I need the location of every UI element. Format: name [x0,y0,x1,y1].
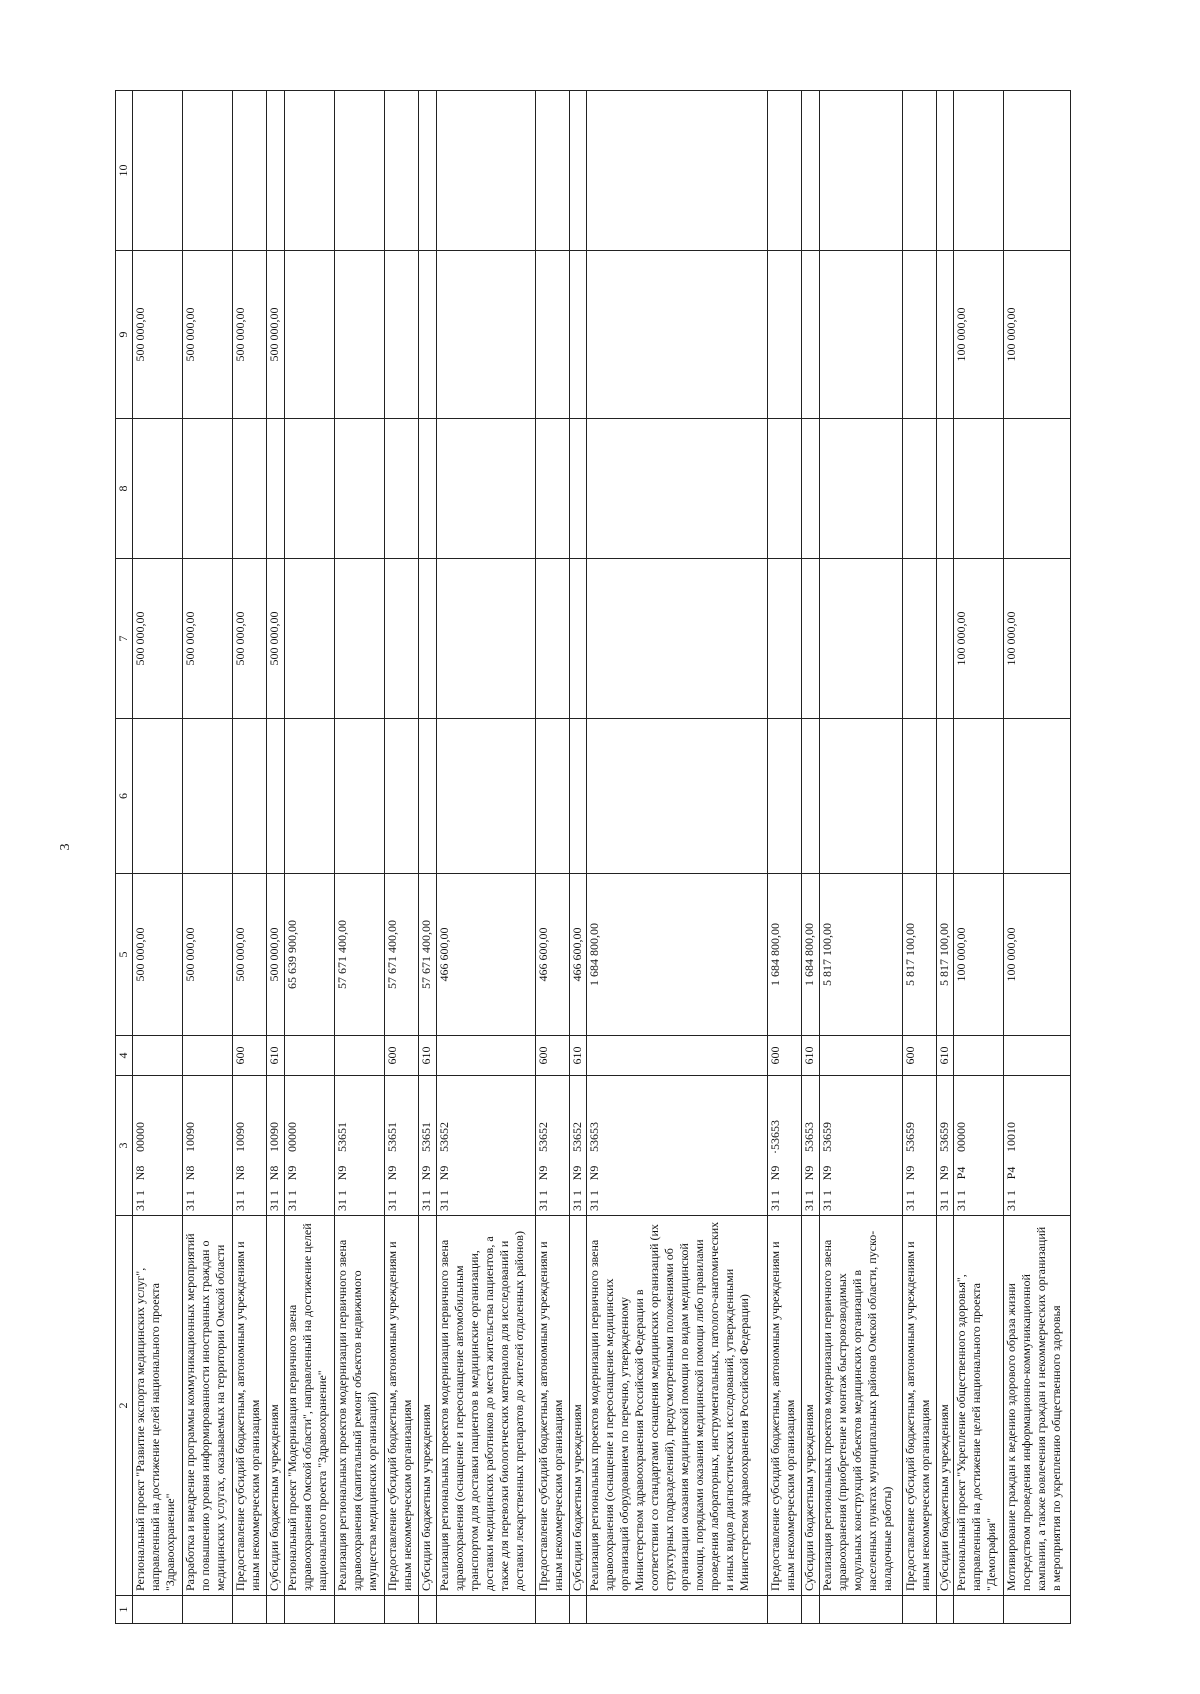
amount-col6 [954,719,1004,874]
expense-type-code: 610 [569,1036,586,1076]
amount-col8 [587,419,768,559]
amount-col8 [819,419,902,559]
amount-col5: 5 817 100,00 [936,874,953,1036]
code-part: 31 [954,1199,969,1211]
amount-col8 [535,419,569,559]
code-part: 31 [936,1199,951,1211]
amount-col8 [133,419,183,559]
amount-col10 [587,91,768,251]
table-row [902,91,936,1624]
column-number: 10 [116,91,133,251]
amount-col8 [1004,419,1071,559]
code-part: 1 [587,1190,602,1196]
amount-col7: 100 000,00 [1004,559,1071,719]
amount-col5: 466 600,00 [436,874,535,1036]
code-part: N8 [233,1165,248,1181]
code-part: 10090 [183,1122,198,1152]
amount-col9: 100 000,00 [1004,251,1071,419]
budget-classification-code [436,1076,535,1216]
code-part: 31 [569,1199,584,1211]
amount-col7 [284,559,334,719]
code-part: N9 [284,1165,299,1181]
code-part: N9 [419,1165,434,1181]
amount-col6 [1004,719,1071,874]
code-part: ·53653 [768,1120,783,1154]
column-number-row [116,91,133,1624]
table-row [385,91,419,1624]
amount-col9 [284,251,334,419]
amount-col6 [569,719,586,874]
amount-col9 [419,251,436,419]
amount-col8 [802,419,819,559]
amount-col10 [768,91,802,251]
row-number-cell [334,1596,384,1624]
row-number-cell [267,1596,284,1624]
amount-col9 [902,251,936,419]
table-row [954,91,1004,1624]
expense-type-code: 600 [233,1036,267,1076]
code-part: 53659 [902,1122,917,1152]
amount-col7 [419,559,436,719]
column-number: 2 [116,1216,133,1596]
code-part: 1 [183,1190,198,1196]
amount-col8 [954,419,1004,559]
code-part: 1 [385,1190,400,1196]
code-part: 1 [936,1190,951,1196]
code-part: 1 [902,1190,917,1196]
amount-col10 [535,91,569,251]
code-part: N9 [802,1165,817,1181]
budget-classification-code [419,1076,436,1216]
code-part: 1 [267,1190,282,1196]
amount-col10 [133,91,183,251]
amount-col6 [936,719,953,874]
amount-col6 [902,719,936,874]
expense-type-code: 610 [419,1036,436,1076]
amount-col5: 1 684 800,00 [802,874,819,1036]
budget-classification-code [535,1076,569,1216]
amount-col9 [802,251,819,419]
amount-col9 [587,251,768,419]
column-number: 7 [116,559,133,719]
amount-col9 [436,251,535,419]
amount-col7 [819,559,902,719]
budget-classification-code [819,1076,902,1216]
code-part: N9 [819,1165,834,1181]
code-part: N8 [133,1165,147,1181]
row-number-cell [535,1596,569,1624]
amount-col9: 500 000,00 [267,251,284,419]
expense-type-code [954,1036,1004,1076]
row-description: Предоставление субсидий бюджетным, автономным учреждениям и иным некоммерческим организациям [768,1216,802,1596]
budget-classification-code [183,1076,233,1216]
amount-col10 [569,91,586,251]
code-part: 53651 [419,1122,434,1152]
code-part: N8 [183,1165,198,1181]
row-description: Субсидии бюджетным учреждениям [569,1216,586,1596]
table-row [569,91,586,1624]
amount-col6 [267,719,284,874]
code-part: 1 [1004,1190,1019,1196]
amount-col9 [819,251,902,419]
row-number-cell [954,1596,1004,1624]
code-part: 53652 [535,1122,550,1152]
column-number: 8 [116,419,133,559]
amount-col8 [385,419,419,559]
amount-col9: 100 000,00 [954,251,1004,419]
amount-col10 [267,91,284,251]
code-part: 1 [284,1190,299,1196]
code-part: N9 [587,1165,602,1181]
code-part: 1 [133,1190,147,1196]
amount-col6 [133,719,183,874]
code-part: 31 [768,1199,783,1211]
row-description: Региональный проект "Укрепление общественного здоровья", направленный на достижение целей национального проекта "Демография" [954,1216,1004,1596]
code-part: 10010 [1004,1122,1019,1152]
budget-table-page [115,91,1071,1624]
row-description: Региональный проект "Развитие экспорта медицинских услуг", направленный на достижение целей национального проекта "Здравоохранение" [133,1216,183,1596]
code-part: N9 [385,1165,400,1181]
budget-classification-code [802,1076,819,1216]
amount-col9 [535,251,569,419]
code-part: 1 [419,1190,434,1196]
amount-col8 [183,419,233,559]
amount-col9 [334,251,384,419]
code-part: 31 [133,1199,147,1211]
amount-col7 [436,559,535,719]
row-number-cell [768,1596,802,1624]
row-number-cell [902,1596,936,1624]
amount-col6 [535,719,569,874]
row-description: Разработка и внедрение программы коммуникационных мероприятий по повышению уровня информированности иностранных граждан о медицинских услугах, оказываемых на территории Омской области [183,1216,233,1596]
budget-classification-code [133,1076,183,1216]
amount-col8 [768,419,802,559]
table-row [936,91,953,1624]
code-part: 31 [419,1199,434,1211]
code-part: 31 [334,1199,349,1211]
amount-col10 [819,91,902,251]
budget-classification-code [284,1076,334,1216]
amount-col9 [385,251,419,419]
code-part: 00000 [133,1122,147,1152]
budget-classification-code [954,1076,1004,1216]
code-part: 31 [284,1199,299,1211]
amount-col6 [819,719,902,874]
amount-col10 [436,91,535,251]
budget-table [115,90,1071,1624]
budget-classification-code [1004,1076,1071,1216]
code-part: 10090 [267,1122,282,1152]
amount-col8 [334,419,384,559]
code-part: 53653 [587,1122,602,1152]
expense-type-code: 600 [768,1036,802,1076]
column-number: 3 [116,1076,133,1216]
amount-col5: 65 639 900,00 [284,874,334,1036]
code-part: 1 [569,1190,584,1196]
amount-col5: 466 600,00 [535,874,569,1036]
code-part: 53659 [819,1122,834,1152]
row-description: Реализация региональных проектов модернизации первичного звена здравоохранения (приобретение и монтаж быстровозводимых модульных конструкций объектов медицинских организаций в населенных пунктах муниципальных районов Омской области, пуско-наладочные работы) [819,1216,902,1596]
amount-col6 [183,719,233,874]
amount-col8 [267,419,284,559]
code-part: 53651 [334,1122,349,1152]
code-part: 31 [802,1199,817,1211]
amount-col5: 1 684 800,00 [768,874,802,1036]
amount-col10 [233,91,267,251]
expense-type-code [183,1036,233,1076]
expense-type-code [334,1036,384,1076]
amount-col5: 100 000,00 [1004,874,1071,1036]
budget-classification-code [267,1076,284,1216]
amount-col10 [902,91,936,251]
code-part: N9 [768,1165,783,1181]
code-part: 1 [819,1190,834,1196]
code-part: N9 [936,1165,951,1181]
code-part: 31 [436,1199,451,1211]
code-part: 53659 [936,1122,951,1152]
expense-type-code [587,1036,768,1076]
code-part: P4 [1004,1166,1019,1180]
code-part: 53652 [569,1122,584,1152]
amount-col8 [233,419,267,559]
page-number: 3 [58,843,73,851]
amount-col5: 57 671 400,00 [334,874,384,1036]
row-number-cell [284,1596,334,1624]
row-number-cell [1004,1596,1071,1624]
row-number-cell [436,1596,535,1624]
code-part: 31 [267,1199,282,1211]
code-part: N9 [902,1165,917,1181]
row-description: Предоставление субсидий бюджетным, автономным учреждениям и иным некоммерческим организациям [385,1216,419,1596]
row-description: Субсидии бюджетным учреждениям [267,1216,284,1596]
budget-classification-code [385,1076,419,1216]
amount-col7 [768,559,802,719]
amount-col7: 500 000,00 [267,559,284,719]
amount-col6 [768,719,802,874]
expense-type-code [819,1036,902,1076]
amount-col10 [1004,91,1071,251]
amount-col9 [569,251,586,419]
row-number-cell [569,1596,586,1624]
budget-classification-code [233,1076,267,1216]
amount-col6 [587,719,768,874]
amount-col5: 500 000,00 [267,874,284,1036]
row-number-cell [419,1596,436,1624]
expense-type-code: 610 [802,1036,819,1076]
code-part: 1 [954,1190,969,1196]
row-description: Реализация региональных проектов модернизации первичного звена здравоохранения (оснащение и переоснащение медицинских организаций оборудованием по перечню, утвержденному Министерством здравоохранения Российской Федерации в соответствии со стандартами оснащения медицинских организаций (их структурных подразделений), предусмотренными положениями об организации оказания медицинской помощи по видам медицинской помощи, порядками оказания медицинской помощи либо правилами проведения лабораторных, инструментальных, патолого-анатомических и иных видов диагностических исследований, утвержденными Министерством здравоохранения Российской Федерации) [587,1216,768,1596]
amount-col9: 500 000,00 [183,251,233,419]
expense-type-code: 600 [535,1036,569,1076]
amount-col5: 500 000,00 [183,874,233,1036]
code-part: N9 [569,1165,584,1181]
table-row [183,91,233,1624]
budget-classification-code [768,1076,802,1216]
amount-col10 [936,91,953,251]
amount-col7: 500 000,00 [133,559,183,719]
code-part: 00000 [954,1122,969,1152]
code-part: 31 [385,1199,400,1211]
amount-col9: 500 000,00 [133,251,183,419]
code-part: 00000 [284,1122,299,1152]
budget-classification-code [936,1076,953,1216]
row-number-cell [385,1596,419,1624]
table-row [587,91,768,1624]
amount-col5: 5 817 100,00 [902,874,936,1036]
amount-col9 [768,251,802,419]
column-number: 6 [116,719,133,874]
amount-col10 [183,91,233,251]
row-description: Субсидии бюджетным учреждениям [802,1216,819,1596]
code-part: 10090 [233,1122,248,1152]
amount-col5: 500 000,00 [233,874,267,1036]
amount-col6 [385,719,419,874]
budget-classification-code [902,1076,936,1216]
row-number-cell [587,1596,768,1624]
amount-col10 [334,91,384,251]
row-number-cell [802,1596,819,1624]
amount-col6 [284,719,334,874]
row-number-cell [233,1596,267,1624]
budget-classification-code [334,1076,384,1216]
table-row [535,91,569,1624]
amount-col8 [902,419,936,559]
table-row [284,91,334,1624]
table-row [233,91,267,1624]
code-part: 31 [233,1199,248,1211]
expense-type-code: 600 [902,1036,936,1076]
row-description: Субсидии бюджетным учреждениям [419,1216,436,1596]
amount-col5: 100 000,00 [954,874,1004,1036]
column-number: 9 [116,251,133,419]
amount-col7 [936,559,953,719]
table-row [819,91,902,1624]
amount-col10 [954,91,1004,251]
amount-col10 [802,91,819,251]
amount-col10 [284,91,334,251]
amount-col7 [569,559,586,719]
table-row [419,91,436,1624]
amount-col8 [284,419,334,559]
amount-col7: 500 000,00 [233,559,267,719]
amount-col6 [436,719,535,874]
amount-col6 [334,719,384,874]
code-part: 53653 [802,1122,817,1152]
row-description: Субсидии бюджетным учреждениям [936,1216,953,1596]
amount-col10 [419,91,436,251]
code-part: N8 [267,1165,282,1181]
amount-col5: 57 671 400,00 [419,874,436,1036]
amount-col5: 57 671 400,00 [385,874,419,1036]
code-part: 31 [535,1199,550,1211]
table-row [802,91,819,1624]
amount-col6 [419,719,436,874]
amount-col7 [334,559,384,719]
code-part: 31 [902,1199,917,1211]
amount-col7: 500 000,00 [183,559,233,719]
row-description: Мотивирование граждан к ведению здорового образа жизни посредством проведения информационно-коммуникационной кампании, а также вовлечения граждан и некоммерческих организаций в мероприятия по укреплению общественного здоровья [1004,1216,1071,1596]
amount-col10 [385,91,419,251]
amount-col7 [587,559,768,719]
expense-type-code: 600 [385,1036,419,1076]
amount-col7 [385,559,419,719]
budget-classification-code [587,1076,768,1216]
amount-col9: 500 000,00 [233,251,267,419]
table-row [133,91,183,1624]
code-part: 53652 [436,1122,451,1152]
code-part: N9 [436,1165,451,1181]
expense-type-code [284,1036,334,1076]
table-row [334,91,384,1624]
code-part: 1 [535,1190,550,1196]
code-part: N9 [334,1165,349,1181]
amount-col7 [802,559,819,719]
expense-type-code [133,1036,183,1076]
row-description: Реализация региональных проектов модернизации первичного звена здравоохранения (капитальный ремонт объектов недвижимого имущества медицинских организаций) [334,1216,384,1596]
code-part: 1 [436,1190,451,1196]
code-part: 31 [1004,1199,1019,1211]
row-description: Предоставление субсидий бюджетным, автономным учреждениям и иным некоммерческим организациям [233,1216,267,1596]
row-description: Предоставление субсидий бюджетным, автономным учреждениям и иным некоммерческим организациям [535,1216,569,1596]
amount-col5: 5 817 100,00 [819,874,902,1036]
column-number: 5 [116,874,133,1036]
amount-col7: 100 000,00 [954,559,1004,719]
amount-col8 [569,419,586,559]
code-part: 1 [802,1190,817,1196]
code-part: 31 [587,1199,602,1211]
code-part: 1 [233,1190,248,1196]
table-row [267,91,284,1624]
code-part: 31 [819,1199,834,1211]
row-description: Реализация региональных проектов модернизации первичного звена здравоохранения (оснащение и переоснащение автомобильным транспортом для доставки пациентов в медицинские организации, доставки медицинских работников до места жительства пациентов, а также для перевозки биологических материалов для исследований и доставки лекарственных препаратов до жителей отдаленных районов) [436,1216,535,1596]
expense-type-code [1004,1036,1071,1076]
row-description: Региональный проект "Модернизация первичного звена здравоохранения Омской области", направленный на достижение целей национального проекта "Здравоохранение" [284,1216,334,1596]
table-row [1004,91,1071,1624]
amount-col6 [802,719,819,874]
row-number-cell [183,1596,233,1624]
expense-type-code [436,1036,535,1076]
amount-col8 [436,419,535,559]
row-number-cell [819,1596,902,1624]
amount-col5: 500 000,00 [133,874,183,1036]
amount-col5: 466 600,00 [569,874,586,1036]
amount-col8 [419,419,436,559]
budget-classification-code [569,1076,586,1216]
amount-col7 [535,559,569,719]
expense-type-code: 610 [936,1036,953,1076]
amount-col5: 1 684 800,00 [587,874,768,1036]
code-part: 31 [183,1199,198,1211]
amount-col6 [233,719,267,874]
row-number-cell [936,1596,953,1624]
amount-col8 [936,419,953,559]
row-description: Предоставление субсидий бюджетным, автономным учреждениям и иным некоммерческим организациям [902,1216,936,1596]
code-part: P4 [954,1166,969,1180]
table-row [768,91,802,1624]
code-part: 1 [768,1190,783,1196]
amount-col9 [936,251,953,419]
code-part: 53651 [385,1122,400,1152]
code-part: N9 [535,1165,550,1181]
column-number: 4 [116,1036,133,1076]
amount-col7 [902,559,936,719]
table-row [436,91,535,1624]
expense-type-code: 610 [267,1036,284,1076]
code-part: 1 [334,1190,349,1196]
row-number-cell [133,1596,183,1624]
column-number: 1 [116,1596,133,1624]
